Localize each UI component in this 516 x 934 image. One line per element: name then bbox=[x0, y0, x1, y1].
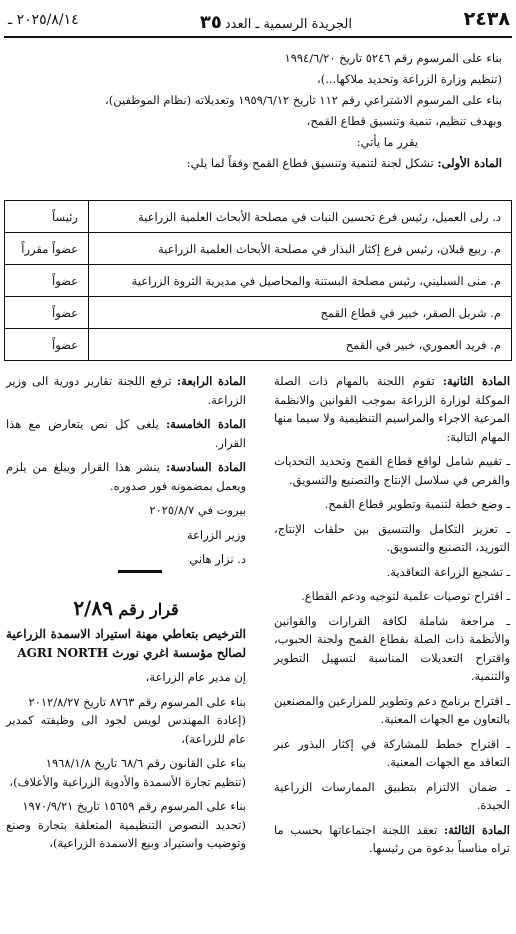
preamble-line: (تنظيم تجارة الأسمدة والأدوية الزراعية والأعلاف)، bbox=[9, 774, 246, 789]
issue-number: ٣٥ bbox=[199, 12, 222, 33]
article-label: المادة السادسة: bbox=[165, 460, 247, 474]
preamble-line: (تنظيم وزارة الزراعة وتحديد ملاكها...)، bbox=[317, 72, 502, 86]
decision-heading bbox=[6, 595, 246, 620]
right-column bbox=[274, 372, 510, 864]
resolves-line: يقرر ما يأتي: bbox=[356, 135, 418, 149]
journal-name: الجريدة الرسمية ـ العدد bbox=[224, 17, 352, 32]
article-4 bbox=[6, 372, 246, 409]
preamble-line: (تحديد النصوص التنظيمية المتعلقة بتجارة وصنع وتوضيب واستيراد وبيع الاسمدة الزراعية)، bbox=[6, 817, 246, 850]
member-role: عضواً bbox=[5, 329, 89, 361]
issue-date: ٢٠٢٥/٨/١٤ ـ bbox=[8, 12, 79, 28]
article-label: المادة الثالثة: bbox=[443, 822, 510, 837]
member-role: رئيساً bbox=[5, 201, 89, 233]
member-name: م. فريد العموري، خبير في القمح bbox=[89, 329, 512, 361]
preamble-line: وبهدف تنظيم، تنمية وتنسيق قطاع القمح، bbox=[306, 114, 502, 128]
member-name: م. منى السبليني، رئيس مصلحة البستنة والمحاصيل في مديرية الثروة الزراعية bbox=[89, 265, 512, 297]
table-row bbox=[5, 265, 512, 297]
decision-title bbox=[6, 625, 246, 662]
decision-preamble bbox=[14, 48, 502, 174]
article-text: ينشر هذا القرار ويبلغ من يلزم ويعمل بمضمونه فور صدوره. bbox=[6, 460, 246, 493]
preamble-line: بناء على القانون رقم ٦٨/٦ تاريخ ١٩٦٨/١/٨ bbox=[45, 756, 246, 770]
member-name: م. شربل الصقر، خبير في قطاع القمح bbox=[89, 297, 512, 329]
article-text: يلغى كل نص يتعارض مع هذا القرار. bbox=[6, 417, 246, 450]
article-label: المادة الخامسة: bbox=[165, 417, 246, 431]
journal-issue bbox=[197, 12, 352, 33]
committee-table bbox=[4, 200, 512, 361]
article-label: المادة الثانية: bbox=[442, 374, 511, 388]
place-date: بيروت في ٢٠٢٥/٨/٧ bbox=[149, 503, 246, 517]
article-label: المادة الأولى: bbox=[437, 156, 502, 170]
article-text: تشكل لجنة لتنمية وتنسيق قطاع القمح وفقاً لما يلي: bbox=[186, 156, 434, 170]
page-header bbox=[4, 6, 512, 38]
preamble-line: بناء على المرسوم رقم ٥٢٤٦ تاريخ ١٩٩٤/٦/٢٠ bbox=[284, 51, 502, 65]
preamble-line: (إعادة المهندس لويس لحود الى وظيفته كمدير عام للزراعة)، bbox=[6, 713, 246, 746]
article-5 bbox=[6, 415, 246, 452]
article-text: ترفع اللجنة تقارير دورية الى وزير الزراعة. bbox=[6, 374, 246, 407]
signatory-name: د. نزار هاني bbox=[189, 552, 246, 566]
page-number: ٢٤٣٨ bbox=[463, 8, 510, 30]
decision-label: قرار رقم bbox=[118, 599, 179, 619]
decision-title-text: الترخيص بتعاطي مهنة استيراد الاسمدة الزراعية لصالح مؤسسة اغري نورث bbox=[6, 627, 246, 660]
member-name: م. ربيع قبلان، رئيس فرع إكثار البذار في مصلحة الأبحاث العلمية الزراعية bbox=[89, 233, 512, 265]
preamble-line: بناء على المرسوم رقم ١٥٦٥٩ تاريخ ١٩٧٠/٩/٢١ bbox=[22, 799, 246, 813]
task-item: ـ اقتراح توصيات علمية لتوجيه ودعم القطاع. bbox=[301, 589, 510, 603]
task-item: ـ وضع خطة لتنمية وتطوير قطاع القمح. bbox=[324, 497, 510, 511]
section-divider bbox=[118, 570, 162, 573]
table-row bbox=[5, 297, 512, 329]
preamble-line: بناء على المرسوم الاشتراعي رقم ١١٢ تاريخ ١٩٥٩/٦/١٢ وتعديلاته (نظام الموظفين)، bbox=[105, 93, 502, 107]
company-latin-name: AGRI NORTH bbox=[17, 645, 109, 660]
article-label: المادة الرابعة: bbox=[176, 374, 247, 388]
table-row bbox=[5, 329, 512, 361]
member-role: عضواً bbox=[5, 265, 89, 297]
left-column bbox=[6, 372, 246, 859]
signatory-title: وزير الزراعة bbox=[186, 527, 246, 542]
table-row bbox=[5, 201, 512, 233]
task-item: ـ تقييم شامل لواقع قطاع القمح وتحديد التحديات والفرص في سلاسل الإنتاج والتصنيع والتسويق. bbox=[274, 454, 510, 487]
article-2 bbox=[274, 372, 510, 446]
task-item: ـ مراجعة شاملة لكافة القرارات والقوانين والأنظمة ذات الصلة بقطاع القمح ولجنة الحبوب، واقتراح التعديلات المناسبة لتسهيل التطوير والتنمية. bbox=[274, 613, 510, 683]
article-3 bbox=[274, 821, 510, 858]
article-1 bbox=[14, 153, 502, 174]
table-row bbox=[5, 233, 512, 265]
task-item: ـ ضمان الالتزام بتطبيق الممارسات الزراعية الجيدة. bbox=[274, 779, 510, 812]
article-6 bbox=[6, 458, 246, 495]
article-text: تقوم اللجنة بالمهام ذات الصلة الموكلة لوزارة الزراعة بموجب القوانين والانظمة المرعية الاجراء والمراسيم التنظيمية ولا سيما منها المهام التالية: bbox=[274, 374, 510, 444]
article-text: تعقد اللجنة اجتماعاتها بحسب ما تراه مناسباً بدعوة من رئيسها. bbox=[274, 822, 510, 855]
task-item: ـ تشجيع الزراعة التعاقدية. bbox=[386, 564, 510, 579]
task-item: ـ اقتراح برنامج دعم وتطوير للمزارعين والمصنعين بالتعاون مع الجهات المعنية. bbox=[274, 693, 510, 726]
issuer-line: إن مدير عام الزراعة، bbox=[145, 670, 246, 684]
task-item: ـ تعزيز التكامل والتنسيق بين حلقات الإنتاج، التوريد، التصنيع والتسويق. bbox=[274, 521, 510, 554]
task-item: ـ اقتراح خطط للمشاركة في إكثار البذور عبر التعاقد مع الجهات المعنية. bbox=[274, 736, 510, 769]
member-role: عضواً مقرراً bbox=[5, 233, 89, 265]
member-name: د. رلى العميل، رئيس فرع تحسين النبات في مصلحة الأبحاث العلمية الزراعية bbox=[89, 201, 512, 233]
member-role: عضواً bbox=[5, 297, 89, 329]
decision-number: ٢/٨٩ bbox=[73, 595, 113, 620]
preamble-line: بناء على المرسوم رقم ٨٧٦٣ تاريخ ٢٠١٢/٨/٢٧ bbox=[28, 694, 246, 709]
